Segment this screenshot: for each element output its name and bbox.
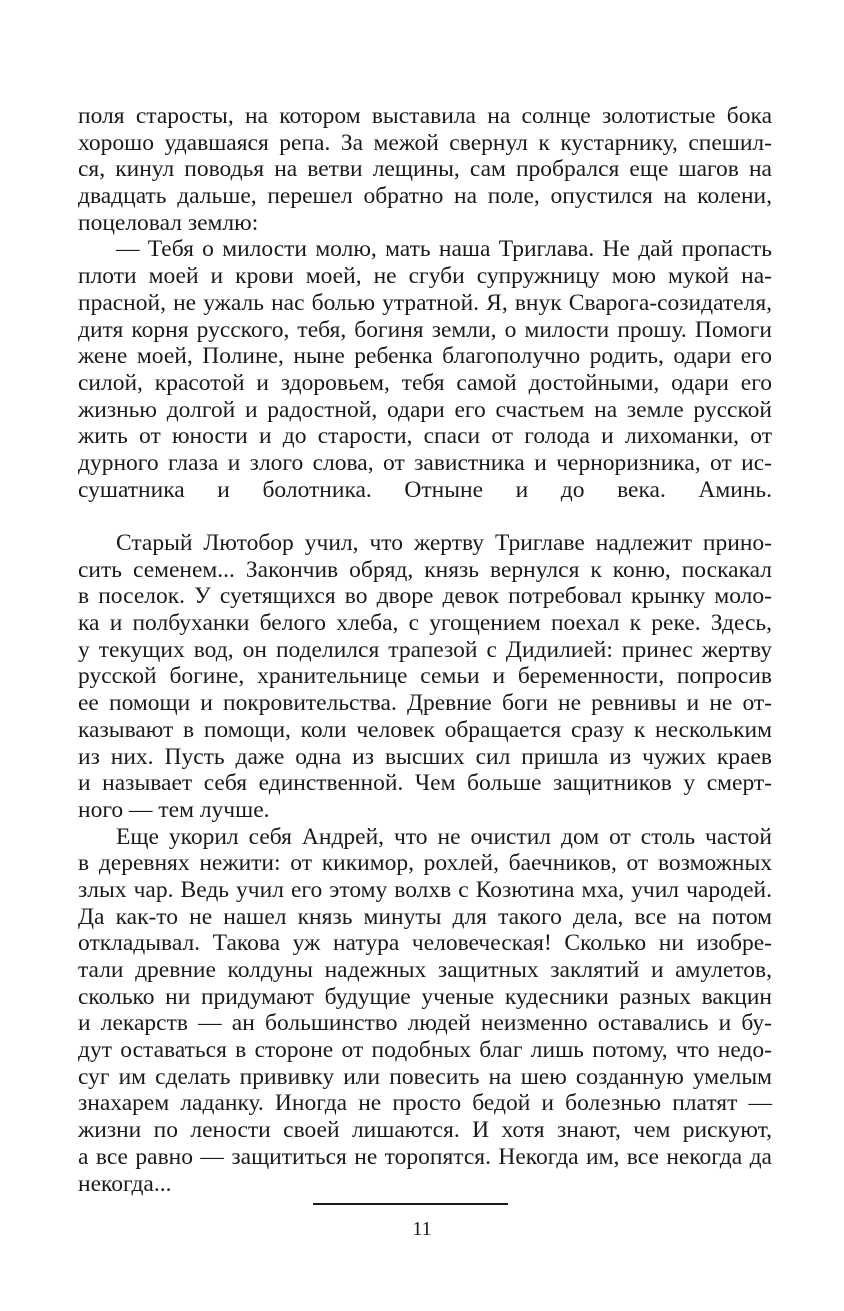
text-line: в поселок. У суетящихся во дворе девок потребовал крынку моло-: [78, 583, 772, 610]
text-line: Еще укорил себя Андрей, что не очистил дом от столь частой: [116, 823, 772, 850]
text-line: поля старосты, на котором выставила на солнце золотистые бока: [78, 103, 772, 129]
text-line: плоти моей и крови моей, не сгуби супружницу мою мукой на-: [78, 263, 772, 290]
text-line: жене моей, Полине, ныне ребенка благополучно родить, одари его: [78, 343, 772, 370]
text-line: прасной, не ужаль нас болью утратной. Я, внук Сварога-созидателя,: [78, 289, 772, 316]
footer-rule: [313, 1203, 508, 1205]
text-line: некогда...: [78, 1170, 172, 1197]
text-line: силой, красотой и здоровьем, тебя самой достойными, одари его: [78, 369, 772, 396]
text-line: знахарем ладанку. Иногда не просто бедой и болезнью платят —: [78, 1090, 772, 1117]
text-line: и называет себя единственной. Чем больше защитников у смерт-: [78, 770, 772, 797]
text-line: сколько ни придумают будущие ученые кудесники разных вакцин: [78, 983, 772, 1010]
text-line: тали древние колдуны надежных защитных заклятий и амулетов,: [78, 957, 772, 983]
text-line: ка и полбуханки белого хлеба, с угощением поехал к реке. Здесь,: [78, 610, 772, 637]
text-line: дитя корня русского, тебя, богиня земли, о милости прошу. Помоги: [78, 316, 772, 343]
text-line: ее помощи и покровительства. Древние боги не ревнивы и не от-: [78, 690, 772, 717]
text-line: Да как-то не нашел князь минуты для такого дела, все на потом: [78, 903, 772, 930]
text-line: откладывал. Такова уж натура человеческая! Сколько ни изобре-: [78, 930, 772, 957]
text-line: дурного глаза и злого слова, от завистника и черноризника, от ис-: [78, 449, 772, 476]
text-line: — Тебя о милости молю, мать наша Триглава. Не дай пропасть: [116, 236, 772, 263]
paragraph-4: [78, 824, 772, 1198]
text-line: [78, 503, 772, 530]
text-line: сить семенем... Закончив обряд, князь вернулся к коню, поскакал: [78, 556, 772, 583]
text-line: жить от юности и до старости, спаси от голода и лихоманки, от: [78, 423, 772, 450]
text-line: ного — тем лучше.: [78, 796, 270, 823]
page-number: 11: [412, 1218, 432, 1240]
text-line: дут оставаться в стороне от подобных благ лишь потому, что недо-: [78, 1037, 772, 1064]
text-line: в деревнях нежити: от кикимор, рохлей, баечников, от возможных: [78, 850, 772, 877]
text-line: сушатника и болотника. Отныне и до века. Аминь.: [78, 476, 772, 503]
text-line: Старый Лютобор учил, что жертву Триглаве надлежит прино-: [116, 530, 772, 556]
text-line: ся, кинул поводья на ветви лещины, сам пробрался еще шагов на: [78, 156, 772, 183]
paragraph-1: [78, 103, 772, 236]
text-line: суг им сделать прививку или повесить на шею созданную умелым: [78, 1063, 772, 1090]
text-line: из них. Пусть даже одна из высших сил пришла из чужих краев: [78, 743, 772, 770]
text-line: поцеловал землю:: [78, 209, 259, 236]
text-line: жизни по лености своей лишаются. И хотя знают, чем рискуют,: [78, 1117, 772, 1144]
text-line: хорошо удавшаяся репа. За межой свернул к кустарнику, спешил-: [78, 129, 772, 156]
paragraph-3: [78, 530, 772, 824]
text-line: у текущих вод, он поделился трапезой с Дидилией: принес жертву: [78, 636, 772, 663]
text-line: и лекарств — ан большинство людей неизменно оставались и бу-: [78, 1010, 772, 1037]
text-line: русской богине, хранительнице семьи и беременности, попросив: [78, 663, 772, 690]
text-line: а все равно — защититься не торопятся. Некогда им, все некогда да: [78, 1143, 772, 1170]
paragraph-2: [78, 236, 772, 530]
text-line: злых чар. Ведь учил его этому волхв с Козютина мха, учил чародей.: [78, 876, 772, 903]
text-line: жизнью долгой и радостной, одари его счастьем на земле русской: [78, 396, 772, 423]
text-line: двадцать дальше, перешел обратно на поле, опустился на колени,: [78, 183, 772, 210]
page-body: [78, 103, 772, 1197]
text-line: казывают в помощи, коли человек обращается сразу к нескольким: [78, 716, 772, 743]
